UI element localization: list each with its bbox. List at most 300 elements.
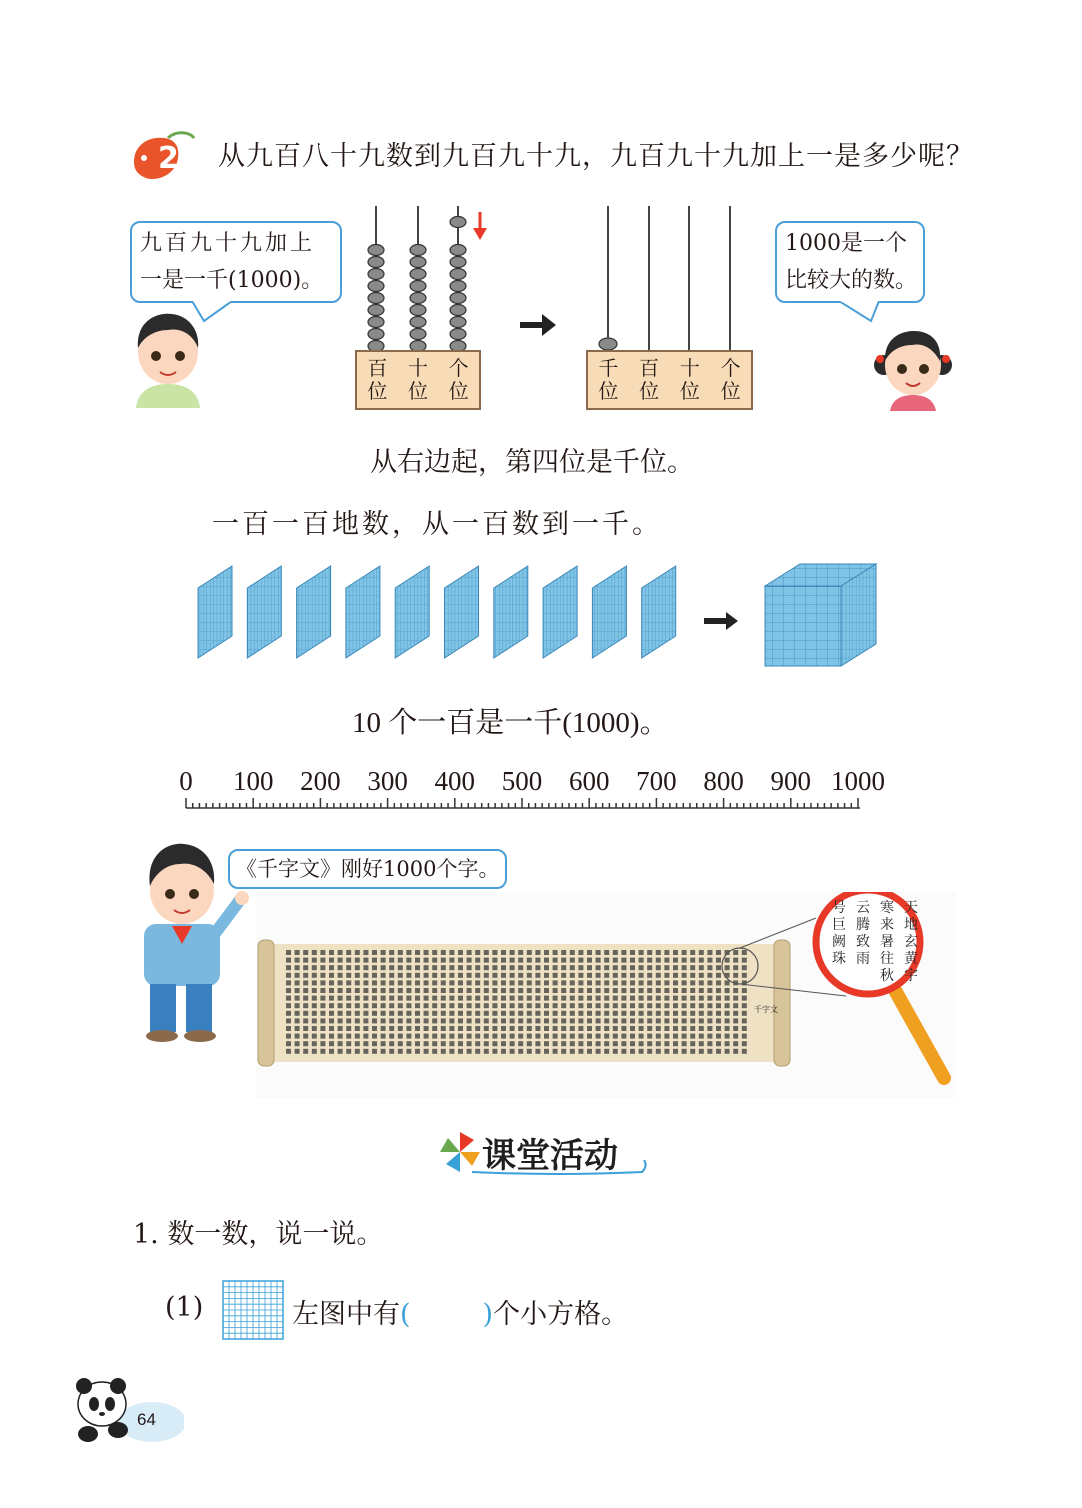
scroll-character	[467, 1034, 472, 1039]
scroll-character	[647, 988, 652, 993]
scroll-character	[673, 996, 678, 1001]
scroll-character	[501, 950, 506, 955]
scroll-character	[596, 958, 601, 963]
scroll-character	[286, 980, 291, 985]
scroll-character	[518, 1018, 523, 1023]
scroll-character	[682, 973, 687, 978]
scroll-character	[621, 980, 626, 985]
scroll-character	[406, 1018, 411, 1023]
scroll-character	[449, 1049, 454, 1054]
scroll-character	[501, 1011, 506, 1016]
scroll-character	[613, 958, 618, 963]
magnified-character: 阙	[832, 934, 846, 950]
scroll-character	[415, 988, 420, 993]
scroll-character	[484, 958, 489, 963]
scroll-character	[295, 996, 300, 1001]
scroll-character	[432, 1011, 437, 1016]
scroll-character	[570, 1034, 575, 1039]
scroll-character	[733, 1049, 738, 1054]
scroll-character	[578, 1026, 583, 1031]
scroll-character	[587, 1018, 592, 1023]
scroll-character	[295, 1018, 300, 1023]
scroll-character	[613, 950, 618, 955]
scroll-character	[406, 1003, 411, 1008]
scroll-character	[613, 1049, 618, 1054]
scroll-character	[303, 965, 308, 970]
scroll-character	[441, 1049, 446, 1054]
scroll-character	[690, 1026, 695, 1031]
scroll-character	[406, 965, 411, 970]
boy-bubble-line1: 九百九十九加上	[140, 231, 316, 256]
scroll-character	[527, 1026, 532, 1031]
scroll-character	[742, 950, 747, 955]
scroll-character	[690, 1041, 695, 1046]
scroll-character	[312, 996, 317, 1001]
scroll-character	[441, 996, 446, 1001]
scroll-character	[587, 950, 592, 955]
scroll-character	[492, 1026, 497, 1031]
scroll-character	[441, 988, 446, 993]
scroll-character	[664, 1041, 669, 1046]
scroll-character	[381, 1049, 386, 1054]
scroll-character	[716, 996, 721, 1001]
scroll-character	[647, 1041, 652, 1046]
scroll-character	[673, 980, 678, 985]
scroll-character	[570, 1026, 575, 1031]
scroll-character	[510, 1011, 515, 1016]
scroll-character	[561, 965, 566, 970]
scroll-character	[570, 1003, 575, 1008]
scroll-character	[682, 988, 687, 993]
scroll-character	[389, 973, 394, 978]
scroll-character	[363, 1011, 368, 1016]
scroll-character	[699, 996, 704, 1001]
magnified-character: 天	[904, 900, 918, 916]
scroll-character	[346, 1049, 351, 1054]
fourth-place-sentence: 从右边起，第四位是千位。	[370, 447, 694, 478]
scroll-character	[716, 1049, 721, 1054]
number-line-label: 400	[434, 766, 476, 796]
scroll-character	[458, 973, 463, 978]
scroll-character	[492, 988, 497, 993]
scroll-character	[733, 1034, 738, 1039]
hundred-flat	[395, 566, 429, 658]
scroll-character	[467, 1041, 472, 1046]
scroll-character	[372, 1026, 377, 1031]
magnified-character: 雨	[856, 951, 870, 967]
scroll-character	[570, 988, 575, 993]
scroll-character	[596, 980, 601, 985]
scroll-character	[587, 1041, 592, 1046]
scroll-character	[725, 996, 730, 1001]
scroll-character	[733, 965, 738, 970]
scroll-character	[725, 1026, 730, 1031]
scroll-character	[587, 1034, 592, 1039]
magnified-character: 珠	[832, 951, 846, 967]
scroll-character	[716, 1003, 721, 1008]
scroll-character	[578, 950, 583, 955]
scroll-character	[553, 950, 558, 955]
scroll-character	[338, 1049, 343, 1054]
magnified-character: 致	[856, 934, 870, 950]
scroll-character	[518, 973, 523, 978]
scroll-character	[621, 1034, 626, 1039]
scroll-character	[510, 950, 515, 955]
scroll-character	[320, 996, 325, 1001]
scroll-character	[432, 965, 437, 970]
scroll-character	[725, 1003, 730, 1008]
scroll-character	[570, 965, 575, 970]
scroll-character	[484, 973, 489, 978]
scroll-character	[372, 965, 377, 970]
scroll-character	[338, 996, 343, 1001]
scroll-character	[647, 1011, 652, 1016]
scroll-speech-bubble: 《千字文》刚好1000个字。	[228, 849, 507, 889]
scroll-character	[355, 1011, 360, 1016]
scroll-character	[725, 1041, 730, 1046]
scroll-character	[295, 980, 300, 985]
scroll-character	[725, 1018, 730, 1023]
magnified-character: 宇	[904, 968, 918, 984]
scroll-character	[338, 1011, 343, 1016]
scroll-character	[398, 1003, 403, 1008]
magnified-character: 寒	[880, 900, 894, 916]
scroll-character	[690, 965, 695, 970]
scroll-character	[596, 1034, 601, 1039]
scroll-character	[286, 996, 291, 1001]
scroll-character	[587, 980, 592, 985]
scroll-character	[510, 973, 515, 978]
scroll-character	[647, 980, 652, 985]
page-number: 64	[137, 1410, 156, 1429]
scroll-character	[553, 1011, 558, 1016]
scroll-character	[449, 996, 454, 1001]
scroll-character	[484, 1049, 489, 1054]
scroll-character	[501, 1003, 506, 1008]
scroll-character	[475, 1049, 480, 1054]
scroll-character	[621, 1018, 626, 1023]
scroll-character	[458, 958, 463, 963]
scroll-character	[467, 1003, 472, 1008]
scroll-character	[630, 965, 635, 970]
activity-item-1: 1. 数一数，说一说。	[133, 1219, 384, 1250]
scroll-character	[639, 958, 644, 963]
scroll-character	[363, 988, 368, 993]
scroll-character	[303, 1026, 308, 1031]
abacus-bead	[368, 305, 384, 316]
scroll-character	[664, 950, 669, 955]
scroll-character	[518, 1011, 523, 1016]
scroll-character	[320, 1041, 325, 1046]
scroll-character	[707, 965, 712, 970]
scroll-character	[492, 965, 497, 970]
scroll-character	[682, 1018, 687, 1023]
scroll-character	[544, 1026, 549, 1031]
scroll-character	[467, 1011, 472, 1016]
scroll-character	[639, 965, 644, 970]
scroll-character	[338, 973, 343, 978]
scroll-character	[286, 1011, 291, 1016]
scroll-character	[690, 1003, 695, 1008]
scroll-character	[527, 1034, 532, 1039]
scroll-character	[544, 980, 549, 985]
scroll-character	[510, 980, 515, 985]
scroll-character	[295, 1049, 300, 1054]
scroll-character	[338, 950, 343, 955]
scroll-character	[295, 965, 300, 970]
scroll-character	[458, 1034, 463, 1039]
abacus-left-base: 百 位 十 位 个 位	[355, 350, 481, 410]
scroll-character	[561, 973, 566, 978]
scroll-character	[673, 1003, 678, 1008]
scroll-character	[510, 1026, 515, 1031]
scroll-character	[475, 958, 480, 963]
scroll-character	[621, 965, 626, 970]
scroll-character	[320, 980, 325, 985]
scroll-character	[613, 965, 618, 970]
hundred-flats	[190, 560, 890, 670]
hundred-flat	[346, 566, 380, 658]
scroll-character	[527, 1018, 532, 1023]
scroll-character	[467, 965, 472, 970]
scroll-character	[346, 1018, 351, 1023]
scroll-character	[286, 973, 291, 978]
scroll-character	[320, 958, 325, 963]
scroll-character	[639, 1034, 644, 1039]
thousand-cube	[765, 564, 876, 666]
scroll-character	[639, 1026, 644, 1031]
scroll-character	[553, 1049, 558, 1054]
scroll-character	[587, 1026, 592, 1031]
scroll-character	[449, 1018, 454, 1023]
scroll-character	[363, 1034, 368, 1039]
scroll-character	[518, 1041, 523, 1046]
scroll-character	[441, 950, 446, 955]
scroll-character	[656, 965, 661, 970]
abacus-bead	[450, 305, 466, 316]
scroll-character	[682, 980, 687, 985]
scroll-character	[596, 988, 601, 993]
scroll-character	[389, 1003, 394, 1008]
scroll-character	[389, 965, 394, 970]
count-hundreds-sentence: 一百一百地数，从一百数到一千。	[212, 509, 662, 540]
scroll-character	[604, 1041, 609, 1046]
scroll-character	[707, 996, 712, 1001]
scroll-character	[475, 1034, 480, 1039]
scroll-character	[449, 958, 454, 963]
abacus-bead	[368, 281, 384, 292]
abacus-bead	[368, 293, 384, 304]
scroll-character	[415, 1034, 420, 1039]
scroll-character	[355, 980, 360, 985]
abacus-bead	[410, 281, 426, 292]
scroll-character	[604, 1018, 609, 1023]
abacus-bead	[450, 293, 466, 304]
scroll-character	[725, 1049, 730, 1054]
scroll-character	[699, 973, 704, 978]
scroll-character	[596, 1041, 601, 1046]
scroll-character	[707, 1011, 712, 1016]
scroll-character	[707, 1049, 712, 1054]
scroll-character	[484, 965, 489, 970]
scroll-character	[501, 1026, 506, 1031]
abacus-bead	[450, 257, 466, 268]
scroll-character	[467, 1049, 472, 1054]
scroll-character	[338, 1041, 343, 1046]
scroll-character	[570, 996, 575, 1001]
scroll-character	[707, 958, 712, 963]
abacus-bead	[450, 317, 466, 328]
scroll-character	[475, 1041, 480, 1046]
scroll-character	[501, 1034, 506, 1039]
scroll-character	[415, 980, 420, 985]
scroll-character	[432, 1049, 437, 1054]
scroll-character	[716, 980, 721, 985]
activity-sub-text	[292, 1292, 628, 1331]
abacus-bead	[410, 305, 426, 316]
scroll-character	[639, 1003, 644, 1008]
scroll-character	[561, 1041, 566, 1046]
scroll-character	[587, 1049, 592, 1054]
scroll-character	[621, 1011, 626, 1016]
scroll-character	[742, 1003, 747, 1008]
scroll-character	[432, 1026, 437, 1031]
girl-avatar-icon	[870, 325, 956, 411]
scroll-character	[363, 965, 368, 970]
scroll-character	[286, 1034, 291, 1039]
scroll-character	[733, 988, 738, 993]
scroll-character	[621, 958, 626, 963]
scroll-character	[510, 1018, 515, 1023]
scroll-character	[415, 1026, 420, 1031]
scroll-character	[570, 973, 575, 978]
scroll-character	[406, 1026, 411, 1031]
scroll-character	[578, 1049, 583, 1054]
scroll-character	[303, 980, 308, 985]
scroll-character	[544, 973, 549, 978]
scroll-character	[381, 950, 386, 955]
scroll-character	[604, 1026, 609, 1031]
scroll-character	[441, 1041, 446, 1046]
answer-blank-open: (	[400, 1299, 411, 1330]
scroll-character	[441, 1018, 446, 1023]
scroll-character	[475, 965, 480, 970]
scroll-character	[733, 973, 738, 978]
boy-bubble-line2: 一是一千(1000)。	[140, 268, 324, 293]
scroll-character	[578, 965, 583, 970]
scroll-character	[355, 965, 360, 970]
scroll-character	[432, 958, 437, 963]
scroll-character	[338, 980, 343, 985]
scroll-character	[570, 950, 575, 955]
scroll-character	[656, 980, 661, 985]
scroll-character	[553, 1018, 558, 1023]
scroll-character	[518, 958, 523, 963]
scroll-character	[733, 1018, 738, 1023]
scroll-character	[312, 988, 317, 993]
scroll-character	[733, 950, 738, 955]
scroll-character	[656, 1026, 661, 1031]
scroll-character	[475, 973, 480, 978]
number-line-label: 900	[770, 766, 812, 796]
scroll-character	[733, 1041, 738, 1046]
magnified-character: 巨	[832, 917, 846, 933]
scroll-character	[518, 1026, 523, 1031]
abacus-bead	[368, 269, 384, 280]
scroll-character	[424, 1049, 429, 1054]
scroll-character	[389, 980, 394, 985]
scroll-character	[295, 1041, 300, 1046]
scroll-character	[484, 1026, 489, 1031]
scroll-character	[492, 958, 497, 963]
scroll-character	[338, 1018, 343, 1023]
number-line-labels	[0, 766, 1082, 800]
scroll-character	[398, 950, 403, 955]
scroll-character	[690, 988, 695, 993]
scroll-character	[303, 1049, 308, 1054]
scroll-character	[690, 980, 695, 985]
scroll-character	[664, 965, 669, 970]
scroll-character	[682, 950, 687, 955]
scroll-character	[647, 996, 652, 1001]
scroll-character	[690, 1049, 695, 1054]
scroll-character	[329, 965, 334, 970]
scroll-character	[553, 1026, 558, 1031]
scroll-character	[682, 1041, 687, 1046]
scroll-character	[561, 1011, 566, 1016]
scroll-character	[355, 1041, 360, 1046]
scroll-character	[381, 996, 386, 1001]
scroll-character	[561, 1026, 566, 1031]
scroll-character	[398, 1011, 403, 1016]
scroll-character	[656, 958, 661, 963]
scroll-character	[535, 1011, 540, 1016]
scroll-character	[578, 973, 583, 978]
scroll-character	[372, 1011, 377, 1016]
scroll-character	[320, 1049, 325, 1054]
scroll-character	[312, 1003, 317, 1008]
scroll-character	[535, 980, 540, 985]
abacus-bead	[450, 329, 466, 340]
scroll-character	[484, 1034, 489, 1039]
scroll-character	[544, 965, 549, 970]
scroll-character	[303, 950, 308, 955]
scroll-character	[518, 988, 523, 993]
scroll-character	[553, 988, 558, 993]
scroll-character	[630, 988, 635, 993]
scroll-character	[449, 1034, 454, 1039]
scroll-character	[432, 988, 437, 993]
scroll-character	[467, 988, 472, 993]
scroll-character	[527, 1003, 532, 1008]
scroll-character	[406, 1041, 411, 1046]
question-text: 从九百八十九数到九百九十九，九百九十九加上一是多少呢？	[218, 141, 974, 172]
scroll-character	[346, 950, 351, 955]
scroll-character	[742, 973, 747, 978]
scroll-character	[725, 980, 730, 985]
scroll-character	[338, 1026, 343, 1031]
scroll-character	[286, 1018, 291, 1023]
scroll-character	[372, 996, 377, 1001]
scroll-character	[630, 1018, 635, 1023]
scroll-character	[596, 1049, 601, 1054]
scroll-character	[484, 988, 489, 993]
scroll-character	[673, 1049, 678, 1054]
scroll-character	[656, 1003, 661, 1008]
scroll-character	[338, 958, 343, 963]
scroll-character	[312, 1018, 317, 1023]
scroll-character	[716, 1034, 721, 1039]
